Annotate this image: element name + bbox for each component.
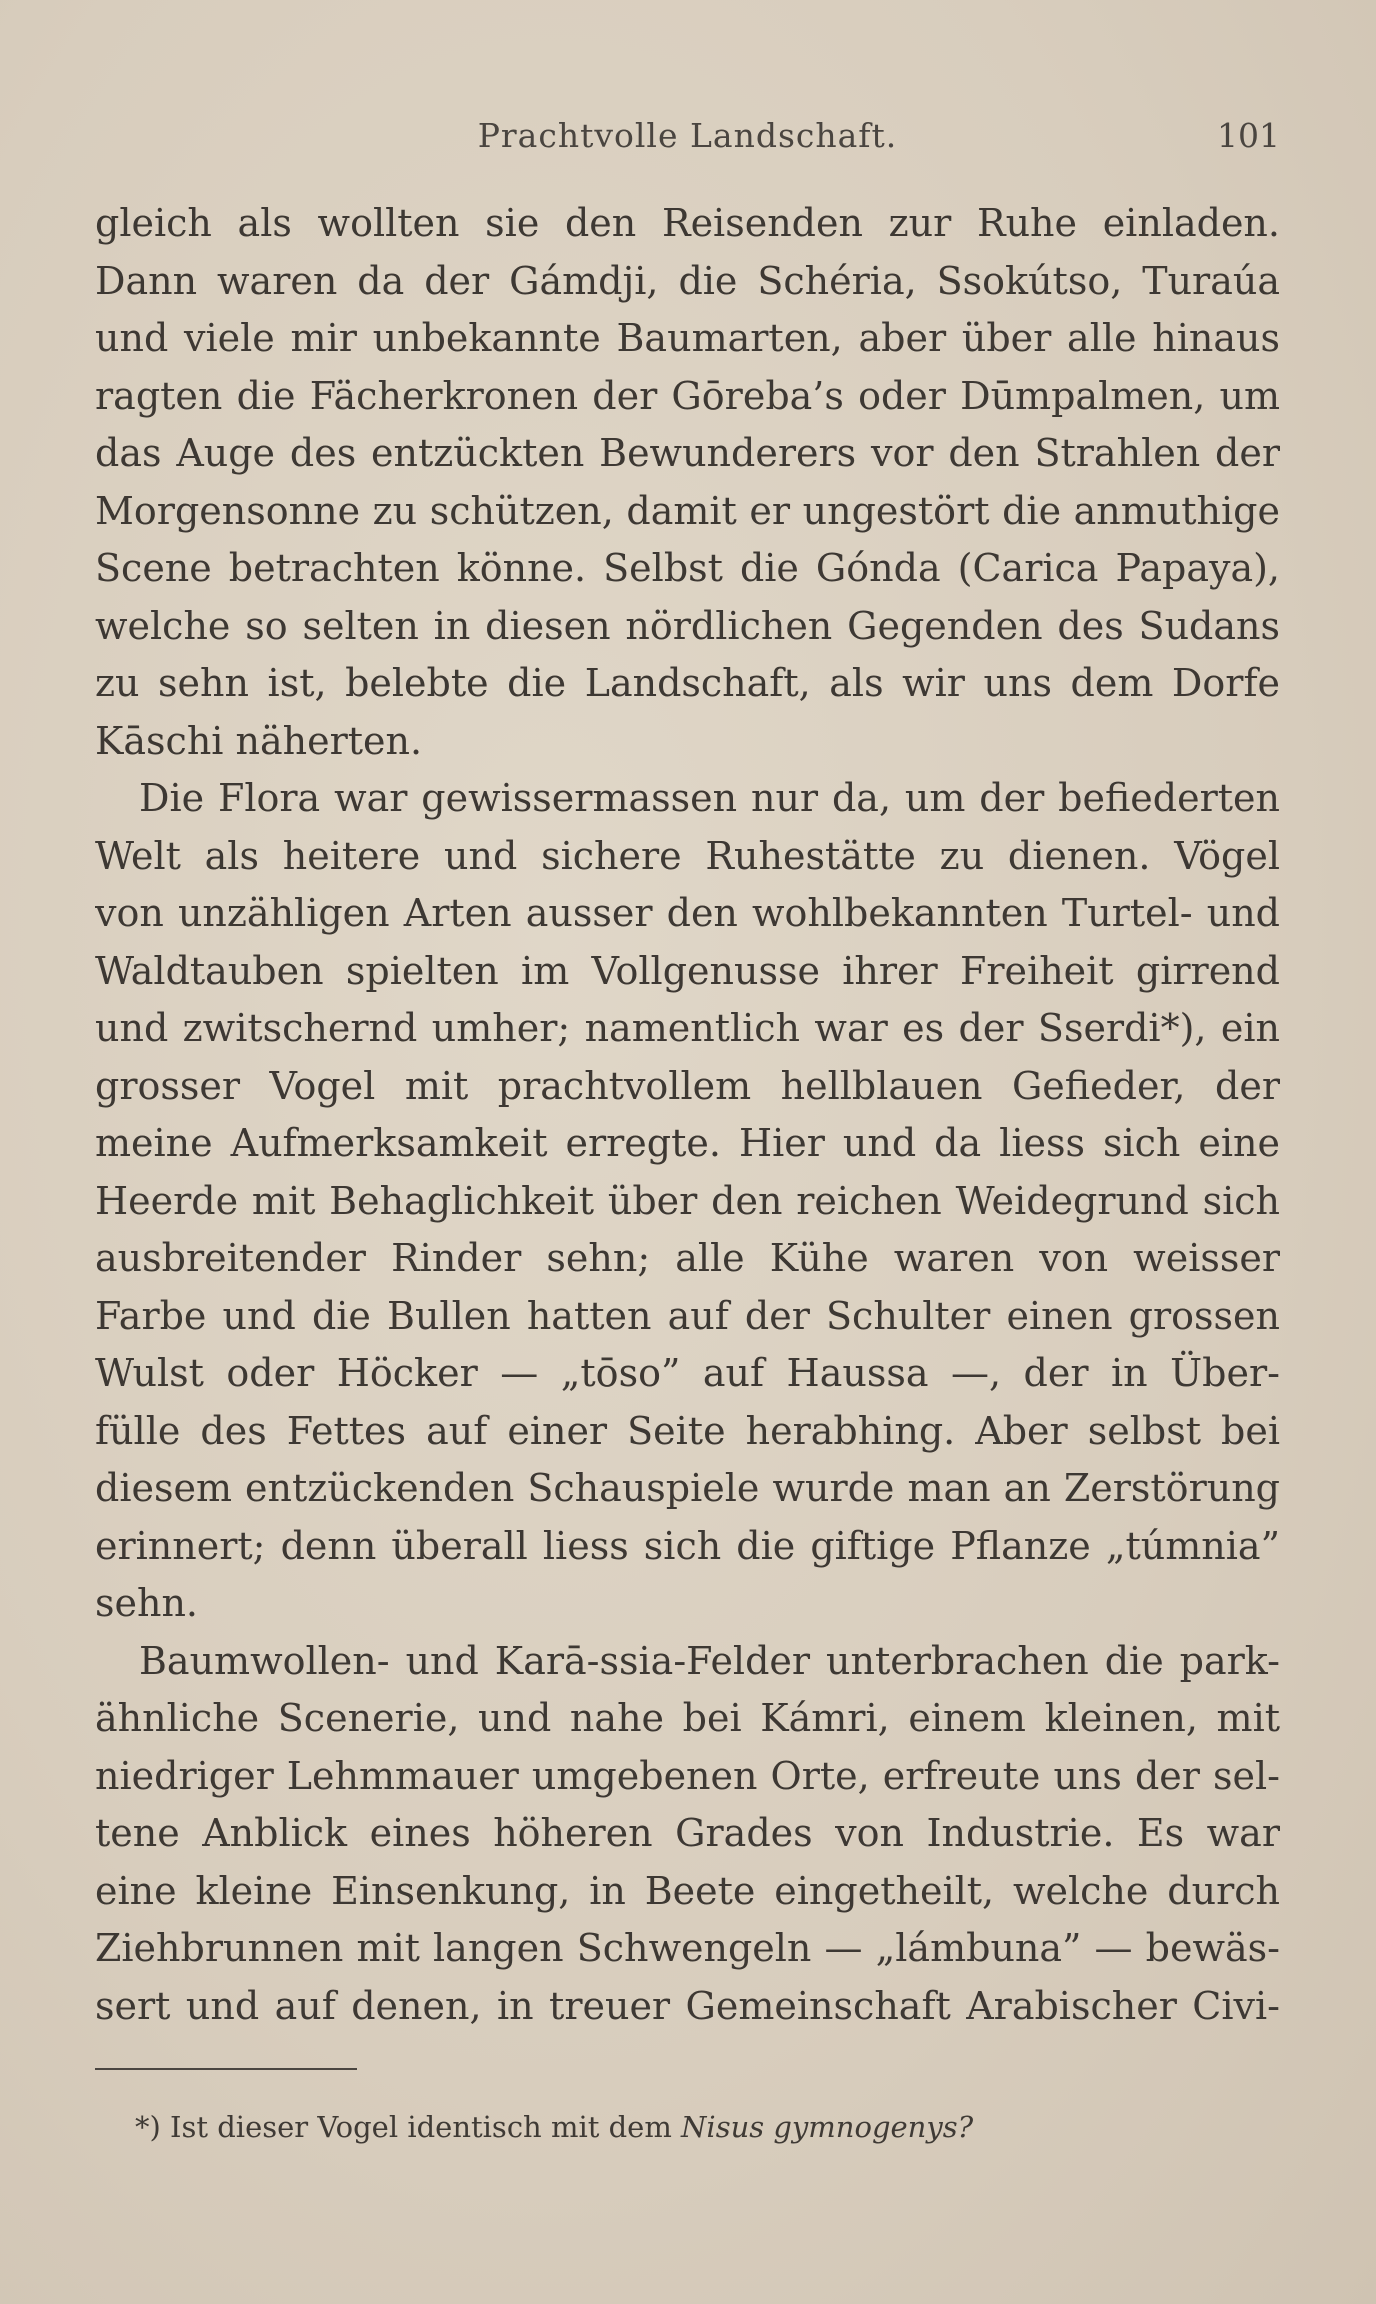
text-line: Heerde mit Behaglichkeit über den reichen Weidegrund sich [95,1178,1280,1223]
page-number: 101 [1217,116,1280,155]
text-line: eine kleine Einsenkung, in Beete eingetheilt, welche durch [95,1868,1280,1913]
text-line: das Auge des entzückten Bewunderers vor den Strahlen der [95,431,1280,475]
footnote-species-name: Nisus gymnogenys? [681,2110,974,2144]
text-line: welche so selten in diesen nördlichen Gegenden des Sudans [95,603,1280,648]
text-line: ragten die Fächerkronen der Gōreba’s oder Dūmpalmen, um [95,373,1280,418]
text-line: gleich als wollten sie den Reisenden zur Ruhe einladen. [95,201,1280,245]
text-line: erinnert; denn überall liess sich die giftige Pflanze „túmnia” [95,1523,1280,1568]
text-line: Wulst oder Höcker — „tōso” auf Haussa —, der in Über- [95,1351,1280,1395]
body-text [95,195,1280,2035]
text-line: sert und auf denen, in treuer Gemeinschaft Arabischer Civi- [95,1983,1280,2028]
footnote [135,2110,973,2144]
text-line: Farbe und die Bullen hatten auf der Schulter einen grossen [95,1293,1280,1338]
paragraph-start-line: Die Flora war gewissermassen nur da, um der befiederten [139,776,1280,820]
paragraph-start-line: Baumwollen- und Karā-ssia-Felder unterbrachen die park- [139,1638,1280,1683]
text-line: Welt als heitere und sichere Ruhestätte zu dienen. Vögel [95,833,1280,878]
text-line: ausbreitender Rinder sehn; alle Kühe waren von weisser [95,1236,1280,1280]
text-line: diesem entzückenden Schauspiele wurde man an Zerstörung [95,1466,1280,1510]
text-line: grosser Vogel mit prachtvollem hellblauen Gefieder, der [95,1063,1280,1108]
text-line: Dann waren da der Gámdji, die Schéria, Ssokútso, Turaúa [95,258,1280,303]
text-line: Morgensonne zu schützen, damit er ungestört die anmuthige [95,488,1280,533]
text-line: Ziehbrunnen mit langen Schwengeln — „lámbuna” — bewäs- [95,1926,1280,1970]
page-header [95,116,1280,166]
text-line: von unzähligen Arten ausser den wohlbekannten Turtel- und [95,891,1280,935]
text-line: und zwitschernd umher; namentlich war es der Sserdi*), ein [95,1006,1280,1050]
footnote-text: *) Ist dieser Vogel identisch mit dem [135,2110,682,2144]
text-line: niedriger Lehmmauer umgebenen Orte, erfreute uns der sel- [95,1753,1280,1798]
text-line: und viele mir unbekannte Baumarten, aber über alle hinaus [95,316,1280,360]
text-line: tene Anblick eines höheren Grades von Industrie. Es war [95,1811,1280,1855]
text-line: ähnliche Scenerie, und nahe bei Kámri, einem kleinen, mit [95,1696,1280,1740]
footnote-rule [95,2068,357,2070]
text-line: fülle des Fettes auf einer Seite herabhing. Aber selbst bei [95,1408,1280,1453]
text-line: Scene betrachten könne. Selbst die Gónda (Carica Papaya), [95,546,1280,590]
text-line: meine Aufmerksamkeit erregte. Hier und da liess sich eine [95,1121,1280,1165]
text-line: zu sehn ist, belebte die Landschaft, als wir uns dem Dorfe [95,661,1280,705]
text-line: Waldtauben spielten im Vollgenusse ihrer Freiheit girrend [95,948,1280,993]
running-title: Prachtvolle Landschaft. [477,116,898,155]
text-line: sehn. [95,1581,199,1625]
text-line: Kāschi näherten. [95,718,423,763]
